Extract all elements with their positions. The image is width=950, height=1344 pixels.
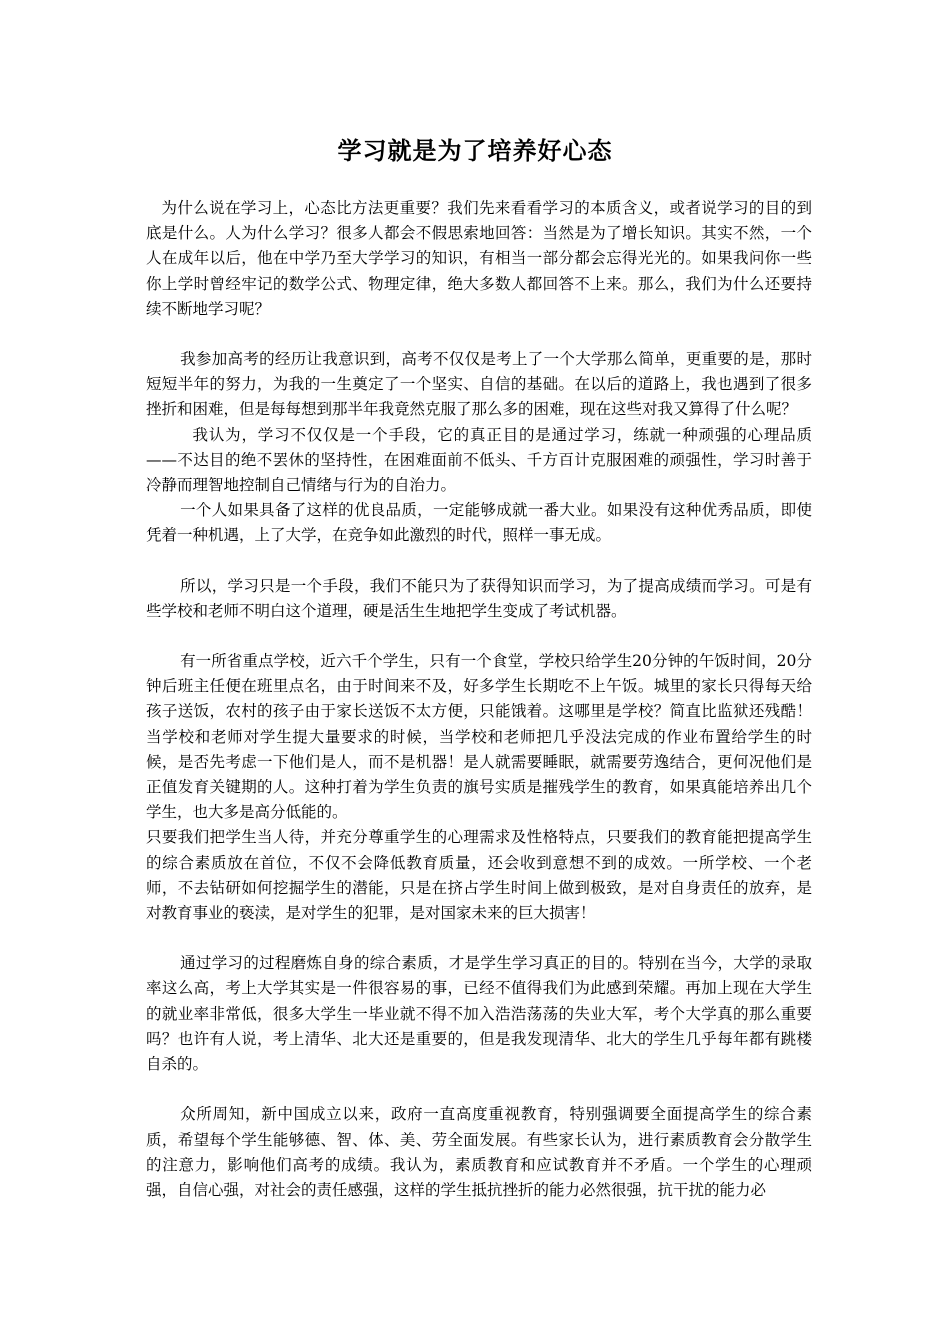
paragraph-1: 为什么说在学习上，心态比方法更重要？我们先来看看学习的本质含义，或者说学习的目的到底是什么。人为什么学习？很多人都会不假思索地回答：当然是为了增长知识。其实不然，一个人在成年以后，他在中学乃至大学学习的知识，有相当一部分都会忘得光光的。如果我问你一些你上学时曾经牢记的数学公式、物理定律，绝大多数人都回答不上来。那么，我们为什么还要持续不断地学习呢？ xyxy=(146,199,812,318)
paragraph-9: 众所周知，新中国成立以来，政府一直高度重视教育，特别强调要全面提高学生的综合素质，希望每个学生能够德、智、体、美、劳全面发展。有些家长认为，进行素质教育会分散学生的注意力，影响他们高考的成绩。我认为，素质教育和应试教育并不矛盾。一个学生的心理顽强，自信心强，对社会的责任感强，这样的学生抵抗挫折的能力必然很强，抗干扰的能力必 xyxy=(146,1105,812,1199)
paragraph-7: 只要我们把学生当人待，并充分尊重学生的心理需求及性格特点，只要我们的教育能把提高学生的综合素质放在首位，不仅不会降低教育质量，还会收到意想不到的成效。一所学校、一个老师，不去钻研如何挖掘学生的潜能，只是在挤占学生时间上做到极致，是对自身责任的放弃，是对教育事业的亵渎，是对学生的犯罪，是对国家未来的巨大损害！ xyxy=(146,828,812,923)
paragraph-2: 我参加高考的经历让我意识到，高考不仅仅是考上了一个大学那么简单，更重要的是，那时短短半年的努力，为我的一生奠定了一个坚实、自信的基础。在以后的道路上，我也遇到了很多挫折和困难，但是每每想到那半年我竟然克服了那么多的困难，现在这些对我又算得了什么呢？ xyxy=(146,350,812,419)
paragraph-gap xyxy=(146,926,812,951)
paragraph-6: 有一所省重点学校，近六千个学生，只有一个食堂，学校只给学生20分钟的午饭时间，20分钟后班主任便在班里点名，由于时间来不及，好多学生长期吃不上午饭。城里的家长只得每天给孩子送饭，农村的孩子由于家长送饭不太方便，只能饿着。这哪里是学校？简直比监狱还残酷！当学校和老师对学生提大量要求的时候，当学校和老师把几乎没法完成的作业布置给学生的时候，是否先考虑一下他们是人，而不是机器！是人就需要睡眠，就需要劳逸结合，更何况他们是正值发育关键期的人。这种打着为学生负责的旗号实质是摧残学生的教育，如果真能培养出几个学生，也大多是高分低能的。 xyxy=(146,652,812,822)
paragraph-8: 通过学习的过程磨炼自身的综合素质，才是学生学习真正的目的。特别在当今，大学的录取率这么高，考上大学其实是一件很容易的事，已经不值得我们为此感到荣耀。再加上现在大学生的就业率非常低，很多大学生一毕业就不得不加入浩浩荡荡的失业大军，考个大学真的那么重要吗？也许有人说，考上清华、北大还是重要的，但是我发现清华、北大的学生几乎每年都有跳楼自杀的。 xyxy=(146,954,812,1074)
paragraph-gap xyxy=(146,549,812,574)
paragraph-gap xyxy=(146,322,812,347)
document-title: 学习就是为了培养好心态 xyxy=(337,136,613,165)
document-body xyxy=(146,196,812,1203)
paragraph-gap xyxy=(146,624,812,649)
paragraph-3: 我认为，学习不仅仅是一个手段，它的真正目的是通过学习，练就一种顽强的心理品质——不达目的绝不罢休的坚持性，在困难面前不低头、千方百计克服困难的顽强性，学习时善于冷静而理智地控制自己情绪与行为的自治力。 xyxy=(146,425,812,495)
paragraph-gap xyxy=(146,1077,812,1102)
paragraph-4: 一个人如果具备了这样的优良品质，一定能够成就一番大业。如果没有这种优秀品质，即使凭着一种机遇，上了大学，在竞争如此激烈的时代，照样一事无成。 xyxy=(146,501,812,545)
paragraph-5: 所以，学习只是一个手段，我们不能只为了获得知识而学习，为了提高成绩而学习。可是有些学校和老师不明白这个道理，硬是活生生地把学生变成了考试机器。 xyxy=(146,576,812,620)
